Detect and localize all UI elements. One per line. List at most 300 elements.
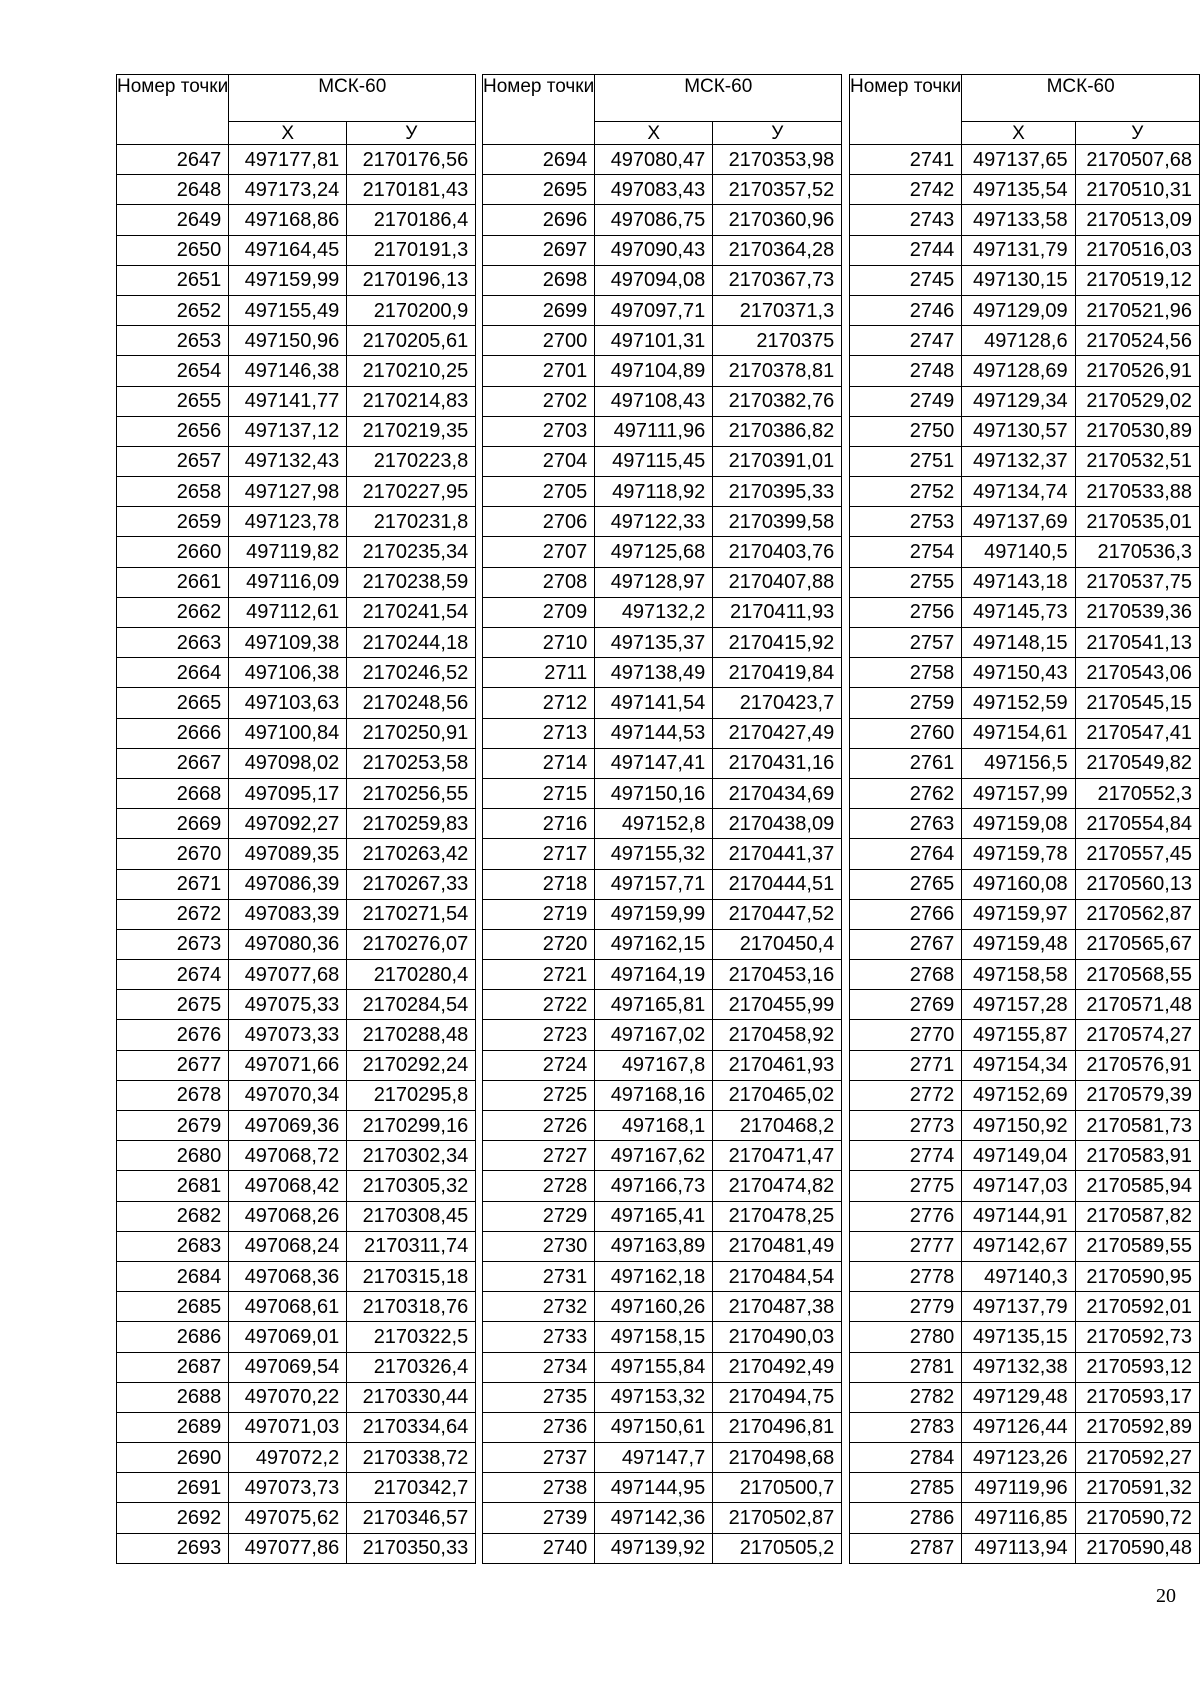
x-coordinate-cell: 497129,48	[962, 1382, 1075, 1412]
x-coordinate-cell: 497129,34	[962, 386, 1075, 416]
x-coordinate-cell: 497080,36	[229, 929, 347, 959]
point-number-cell: 2698	[483, 265, 595, 295]
y-coordinate-cell: 2170288,48	[347, 1020, 476, 1050]
point-number-cell: 2783	[850, 1412, 962, 1442]
point-number-cell: 2723	[483, 1020, 595, 1050]
table-row	[850, 1141, 1200, 1171]
x-axis-header: Х	[962, 122, 1075, 145]
y-coordinate-cell: 2170484,54	[713, 1261, 842, 1291]
point-number-cell: 2710	[483, 628, 595, 658]
y-coordinate-cell: 2170334,64	[347, 1412, 476, 1442]
point-number-cell: 2708	[483, 567, 595, 597]
table-row	[117, 658, 476, 688]
x-coordinate-cell: 497173,24	[229, 175, 347, 205]
point-number-cell: 2703	[483, 416, 595, 446]
point-number-cell: 2727	[483, 1141, 595, 1171]
table-row	[850, 205, 1200, 235]
y-coordinate-cell: 2170565,67	[1075, 929, 1199, 959]
x-coordinate-cell: 497070,34	[229, 1080, 347, 1110]
y-coordinate-cell: 2170415,92	[713, 628, 842, 658]
x-coordinate-cell: 497086,39	[229, 869, 347, 899]
y-coordinate-cell: 2170533,88	[1075, 477, 1199, 507]
y-coordinate-cell: 2170271,54	[347, 899, 476, 929]
y-coordinate-cell: 2170587,82	[1075, 1201, 1199, 1231]
x-coordinate-cell: 497116,85	[962, 1503, 1075, 1533]
table-row	[117, 537, 476, 567]
point-number-cell: 2775	[850, 1171, 962, 1201]
y-coordinate-cell: 2170562,87	[1075, 899, 1199, 929]
x-coordinate-cell: 497077,86	[229, 1533, 347, 1563]
x-coordinate-cell: 497152,8	[595, 809, 713, 839]
point-number-cell: 2740	[483, 1533, 595, 1563]
y-coordinate-cell: 2170200,9	[347, 295, 476, 325]
point-number-cell: 2648	[117, 175, 229, 205]
x-coordinate-cell: 497135,37	[595, 628, 713, 658]
table-row	[850, 748, 1200, 778]
y-coordinate-cell: 2170593,17	[1075, 1382, 1199, 1412]
x-coordinate-cell: 497147,41	[595, 748, 713, 778]
x-coordinate-cell: 497128,97	[595, 567, 713, 597]
x-coordinate-cell: 497144,95	[595, 1473, 713, 1503]
point-number-cell: 2767	[850, 929, 962, 959]
y-coordinate-cell: 2170592,73	[1075, 1322, 1199, 1352]
x-coordinate-cell: 497159,78	[962, 839, 1075, 869]
y-coordinate-cell: 2170574,27	[1075, 1020, 1199, 1050]
point-number-cell: 2756	[850, 597, 962, 627]
y-coordinate-cell: 2170205,61	[347, 326, 476, 356]
table-row	[483, 477, 842, 507]
x-coordinate-cell: 497071,03	[229, 1412, 347, 1442]
x-coordinate-cell: 497133,58	[962, 205, 1075, 235]
x-coordinate-cell: 497070,22	[229, 1382, 347, 1412]
y-coordinate-cell: 2170521,96	[1075, 295, 1199, 325]
table-row	[117, 1352, 476, 1382]
point-number-cell: 2712	[483, 688, 595, 718]
x-coordinate-cell: 497160,26	[595, 1292, 713, 1322]
x-coordinate-cell: 497068,24	[229, 1231, 347, 1261]
table-row	[483, 597, 842, 627]
y-coordinate-cell: 2170231,8	[347, 507, 476, 537]
y-coordinate-cell: 2170353,98	[713, 145, 842, 175]
x-coordinate-cell: 497068,42	[229, 1171, 347, 1201]
point-number-cell: 2718	[483, 869, 595, 899]
table-row	[483, 628, 842, 658]
table-row	[483, 899, 842, 929]
x-coordinate-cell: 497111,96	[595, 416, 713, 446]
x-coordinate-cell: 497129,09	[962, 295, 1075, 325]
table-row	[117, 567, 476, 597]
table-row	[850, 1533, 1200, 1563]
point-number-cell: 2716	[483, 809, 595, 839]
table-row	[117, 1292, 476, 1322]
table-row	[117, 1171, 476, 1201]
table-row	[483, 1533, 842, 1563]
point-number-cell: 2769	[850, 990, 962, 1020]
x-coordinate-cell: 497135,54	[962, 175, 1075, 205]
x-coordinate-cell: 497108,43	[595, 386, 713, 416]
table-row	[850, 597, 1200, 627]
table-row	[483, 537, 842, 567]
point-number-cell: 2731	[483, 1261, 595, 1291]
y-coordinate-cell: 2170557,45	[1075, 839, 1199, 869]
point-number-cell: 2732	[483, 1292, 595, 1322]
table-row	[117, 628, 476, 658]
x-coordinate-cell: 497127,98	[229, 477, 347, 507]
y-coordinate-cell: 2170399,58	[713, 507, 842, 537]
x-coordinate-cell: 497152,59	[962, 688, 1075, 718]
table-row	[117, 265, 476, 295]
x-coordinate-cell: 497069,01	[229, 1322, 347, 1352]
table-row	[850, 869, 1200, 899]
x-coordinate-cell: 497154,34	[962, 1050, 1075, 1080]
table-row	[483, 446, 842, 476]
table-row	[117, 1473, 476, 1503]
y-coordinate-cell: 2170539,36	[1075, 597, 1199, 627]
point-number-cell: 2713	[483, 718, 595, 748]
table-row	[850, 567, 1200, 597]
point-number-cell: 2722	[483, 990, 595, 1020]
x-coordinate-cell: 497100,84	[229, 718, 347, 748]
point-number-cell: 2754	[850, 537, 962, 567]
y-coordinate-cell: 2170395,33	[713, 477, 842, 507]
table-row	[850, 990, 1200, 1020]
point-number-cell: 2689	[117, 1412, 229, 1442]
point-number-cell: 2684	[117, 1261, 229, 1291]
point-number-cell: 2729	[483, 1201, 595, 1231]
table-row	[117, 477, 476, 507]
x-coordinate-cell: 497109,38	[229, 628, 347, 658]
point-number-cell: 2660	[117, 537, 229, 567]
y-coordinate-cell: 2170299,16	[347, 1111, 476, 1141]
y-coordinate-cell: 2170292,24	[347, 1050, 476, 1080]
point-number-cell: 2759	[850, 688, 962, 718]
point-number-cell: 2772	[850, 1080, 962, 1110]
y-coordinate-cell: 2170241,54	[347, 597, 476, 627]
y-coordinate-cell: 2170591,32	[1075, 1473, 1199, 1503]
point-number-cell: 2714	[483, 748, 595, 778]
x-coordinate-cell: 497068,72	[229, 1141, 347, 1171]
x-coordinate-cell: 497126,44	[962, 1412, 1075, 1442]
table-row	[850, 175, 1200, 205]
table-row	[483, 235, 842, 265]
y-coordinate-cell: 2170583,91	[1075, 1141, 1199, 1171]
point-number-cell: 2753	[850, 507, 962, 537]
y-coordinate-cell: 2170322,5	[347, 1322, 476, 1352]
table-row	[483, 1503, 842, 1533]
y-coordinate-cell: 2170498,68	[713, 1443, 842, 1473]
y-coordinate-cell: 2170524,56	[1075, 326, 1199, 356]
table-row	[850, 1020, 1200, 1050]
x-coordinate-cell: 497158,58	[962, 960, 1075, 990]
table-row	[850, 295, 1200, 325]
table-row	[117, 1020, 476, 1050]
y-coordinate-cell: 2170280,4	[347, 960, 476, 990]
x-coordinate-cell: 497094,08	[595, 265, 713, 295]
x-coordinate-cell: 497158,15	[595, 1322, 713, 1352]
table-row	[483, 869, 842, 899]
table-row	[483, 688, 842, 718]
y-coordinate-cell: 2170196,13	[347, 265, 476, 295]
coordinates-table-3	[849, 74, 1200, 1564]
x-coordinate-cell: 497167,8	[595, 1050, 713, 1080]
y-coordinate-cell: 2170593,12	[1075, 1352, 1199, 1382]
table-row	[850, 446, 1200, 476]
table-row	[483, 1141, 842, 1171]
table-row	[117, 778, 476, 808]
x-coordinate-cell: 497157,71	[595, 869, 713, 899]
x-coordinate-cell: 497177,81	[229, 145, 347, 175]
table-row	[483, 1050, 842, 1080]
x-coordinate-cell: 497077,68	[229, 960, 347, 990]
point-number-cell: 2733	[483, 1322, 595, 1352]
table-row	[117, 869, 476, 899]
point-number-cell: 2742	[850, 175, 962, 205]
point-number-cell: 2735	[483, 1382, 595, 1412]
y-coordinate-cell: 2170186,4	[347, 205, 476, 235]
y-coordinate-cell: 2170568,55	[1075, 960, 1199, 990]
x-coordinate-cell: 497123,26	[962, 1443, 1075, 1473]
point-number-cell: 2784	[850, 1443, 962, 1473]
table-row	[117, 839, 476, 869]
y-coordinate-cell: 2170455,99	[713, 990, 842, 1020]
point-number-cell: 2674	[117, 960, 229, 990]
x-coordinate-cell: 497112,61	[229, 597, 347, 627]
point-number-cell: 2688	[117, 1382, 229, 1412]
point-number-cell: 2782	[850, 1382, 962, 1412]
point-number-header-cont	[850, 122, 962, 145]
point-number-cell: 2777	[850, 1231, 962, 1261]
y-coordinate-cell: 2170386,82	[713, 416, 842, 446]
table-row	[483, 1080, 842, 1110]
y-coordinate-cell: 2170502,87	[713, 1503, 842, 1533]
table-row	[850, 386, 1200, 416]
x-coordinate-cell: 497123,78	[229, 507, 347, 537]
y-coordinate-cell: 2170403,76	[713, 537, 842, 567]
x-coordinate-cell: 497128,6	[962, 326, 1075, 356]
table-row	[483, 175, 842, 205]
point-number-cell: 2666	[117, 718, 229, 748]
x-coordinate-cell: 497145,73	[962, 597, 1075, 627]
point-number-cell: 2659	[117, 507, 229, 537]
point-number-cell: 2734	[483, 1352, 595, 1382]
point-number-cell: 2663	[117, 628, 229, 658]
table-row	[850, 326, 1200, 356]
y-coordinate-cell: 2170468,2	[713, 1111, 842, 1141]
x-coordinate-cell: 497122,33	[595, 507, 713, 537]
y-coordinate-cell: 2170474,82	[713, 1171, 842, 1201]
x-coordinate-cell: 497159,48	[962, 929, 1075, 959]
y-coordinate-cell: 2170330,44	[347, 1382, 476, 1412]
point-number-cell: 2715	[483, 778, 595, 808]
table-row	[850, 628, 1200, 658]
table-row	[850, 1503, 1200, 1533]
y-coordinate-cell: 2170505,2	[713, 1533, 842, 1563]
x-coordinate-cell: 497068,26	[229, 1201, 347, 1231]
y-coordinate-cell: 2170276,07	[347, 929, 476, 959]
x-coordinate-cell: 497168,16	[595, 1080, 713, 1110]
y-coordinate-cell: 2170378,81	[713, 356, 842, 386]
table-row	[483, 507, 842, 537]
x-coordinate-cell: 497069,36	[229, 1111, 347, 1141]
x-coordinate-cell: 497075,33	[229, 990, 347, 1020]
point-number-cell: 2696	[483, 205, 595, 235]
y-axis-header: У	[347, 122, 476, 145]
x-coordinate-cell: 497113,94	[962, 1533, 1075, 1563]
y-coordinate-cell: 2170305,32	[347, 1171, 476, 1201]
table-row	[850, 265, 1200, 295]
y-coordinate-cell: 2170519,12	[1075, 265, 1199, 295]
point-number-cell: 2747	[850, 326, 962, 356]
point-number-cell: 2673	[117, 929, 229, 959]
table-row	[850, 658, 1200, 688]
x-coordinate-cell: 497159,97	[962, 899, 1075, 929]
point-number-cell: 2647	[117, 145, 229, 175]
table-row	[850, 1171, 1200, 1201]
x-coordinate-cell: 497073,73	[229, 1473, 347, 1503]
point-number-cell: 2761	[850, 748, 962, 778]
table-row	[483, 1322, 842, 1352]
table-row	[117, 205, 476, 235]
table-row	[850, 809, 1200, 839]
point-number-cell: 2745	[850, 265, 962, 295]
table-row	[483, 1261, 842, 1291]
x-coordinate-cell: 497150,61	[595, 1412, 713, 1442]
point-number-header-cont	[117, 122, 229, 145]
x-axis-header: Х	[229, 122, 347, 145]
table-row	[483, 1352, 842, 1382]
point-number-cell: 2693	[117, 1533, 229, 1563]
point-number-cell: 2738	[483, 1473, 595, 1503]
table-row	[850, 778, 1200, 808]
point-number-cell: 2739	[483, 1503, 595, 1533]
x-coordinate-cell: 497068,61	[229, 1292, 347, 1322]
y-coordinate-cell: 2170326,4	[347, 1352, 476, 1382]
table-row	[117, 718, 476, 748]
x-coordinate-cell: 497164,45	[229, 235, 347, 265]
point-number-cell: 2763	[850, 809, 962, 839]
x-coordinate-cell: 497131,79	[962, 235, 1075, 265]
y-coordinate-cell: 2170592,01	[1075, 1292, 1199, 1322]
point-number-cell: 2787	[850, 1533, 962, 1563]
coordinates-table-2	[482, 74, 842, 1564]
table-row	[850, 1443, 1200, 1473]
table-row	[483, 929, 842, 959]
point-number-cell: 2781	[850, 1352, 962, 1382]
y-coordinate-cell: 2170526,91	[1075, 356, 1199, 386]
table-row	[850, 1231, 1200, 1261]
table-row	[483, 839, 842, 869]
y-coordinate-cell: 2170481,49	[713, 1231, 842, 1261]
y-coordinate-cell: 2170450,4	[713, 929, 842, 959]
x-coordinate-cell: 497098,02	[229, 748, 347, 778]
table-row	[117, 235, 476, 265]
x-coordinate-cell: 497103,63	[229, 688, 347, 718]
y-coordinate-cell: 2170579,39	[1075, 1080, 1199, 1110]
y-coordinate-cell: 2170350,33	[347, 1533, 476, 1563]
x-coordinate-cell: 497128,69	[962, 356, 1075, 386]
y-coordinate-cell: 2170250,91	[347, 718, 476, 748]
point-number-cell: 2724	[483, 1050, 595, 1080]
point-number-cell: 2697	[483, 235, 595, 265]
table-row	[117, 175, 476, 205]
table-row	[483, 356, 842, 386]
table-row	[117, 1201, 476, 1231]
table-row	[483, 1171, 842, 1201]
x-coordinate-cell: 497137,12	[229, 416, 347, 446]
table-row	[117, 1412, 476, 1442]
point-number-cell: 2749	[850, 386, 962, 416]
point-number-cell: 2786	[850, 1503, 962, 1533]
x-coordinate-cell: 497139,92	[595, 1533, 713, 1563]
table-row	[117, 929, 476, 959]
y-coordinate-cell: 2170592,89	[1075, 1412, 1199, 1442]
y-coordinate-cell: 2170581,73	[1075, 1111, 1199, 1141]
x-coordinate-cell: 497104,89	[595, 356, 713, 386]
point-number-cell: 2706	[483, 507, 595, 537]
y-coordinate-cell: 2170191,3	[347, 235, 476, 265]
point-number-cell: 2720	[483, 929, 595, 959]
x-coordinate-cell: 497135,15	[962, 1322, 1075, 1352]
y-coordinate-cell: 2170507,68	[1075, 145, 1199, 175]
y-coordinate-cell: 2170311,74	[347, 1231, 476, 1261]
table-row	[850, 537, 1200, 567]
y-coordinate-cell: 2170214,83	[347, 386, 476, 416]
point-number-cell: 2751	[850, 446, 962, 476]
y-coordinate-cell: 2170541,13	[1075, 628, 1199, 658]
y-coordinate-cell: 2170284,54	[347, 990, 476, 1020]
point-number-cell: 2664	[117, 658, 229, 688]
x-coordinate-cell: 497116,09	[229, 567, 347, 597]
y-coordinate-cell: 2170510,31	[1075, 175, 1199, 205]
y-coordinate-cell: 2170453,16	[713, 960, 842, 990]
point-number-cell: 2681	[117, 1171, 229, 1201]
point-number-cell: 2676	[117, 1020, 229, 1050]
x-coordinate-cell: 497130,15	[962, 265, 1075, 295]
point-number-header-cont	[483, 122, 595, 145]
y-coordinate-cell: 2170375	[713, 326, 842, 356]
x-coordinate-cell: 497156,5	[962, 748, 1075, 778]
table-row	[117, 1080, 476, 1110]
point-number-cell: 2667	[117, 748, 229, 778]
x-coordinate-cell: 497155,49	[229, 295, 347, 325]
y-coordinate-cell: 2170431,16	[713, 748, 842, 778]
y-coordinate-cell: 2170223,8	[347, 446, 476, 476]
x-coordinate-cell: 497132,2	[595, 597, 713, 627]
point-number-cell: 2779	[850, 1292, 962, 1322]
table-row	[483, 1412, 842, 1442]
table-row	[117, 1443, 476, 1473]
point-number-cell: 2657	[117, 446, 229, 476]
point-number-cell: 2682	[117, 1201, 229, 1231]
table-row	[483, 658, 842, 688]
y-coordinate-cell: 2170302,34	[347, 1141, 476, 1171]
x-coordinate-cell: 497132,43	[229, 446, 347, 476]
y-coordinate-cell: 2170585,94	[1075, 1171, 1199, 1201]
point-number-cell: 2686	[117, 1322, 229, 1352]
table-row	[117, 990, 476, 1020]
x-coordinate-cell: 497069,54	[229, 1352, 347, 1382]
table-row	[850, 899, 1200, 929]
point-number-cell: 2771	[850, 1050, 962, 1080]
table-row	[117, 356, 476, 386]
y-coordinate-cell: 2170227,95	[347, 477, 476, 507]
point-number-cell: 2725	[483, 1080, 595, 1110]
y-coordinate-cell: 2170346,57	[347, 1503, 476, 1533]
point-number-cell: 2654	[117, 356, 229, 386]
table-row	[850, 929, 1200, 959]
x-coordinate-cell: 497159,99	[595, 899, 713, 929]
point-number-cell: 2773	[850, 1111, 962, 1141]
